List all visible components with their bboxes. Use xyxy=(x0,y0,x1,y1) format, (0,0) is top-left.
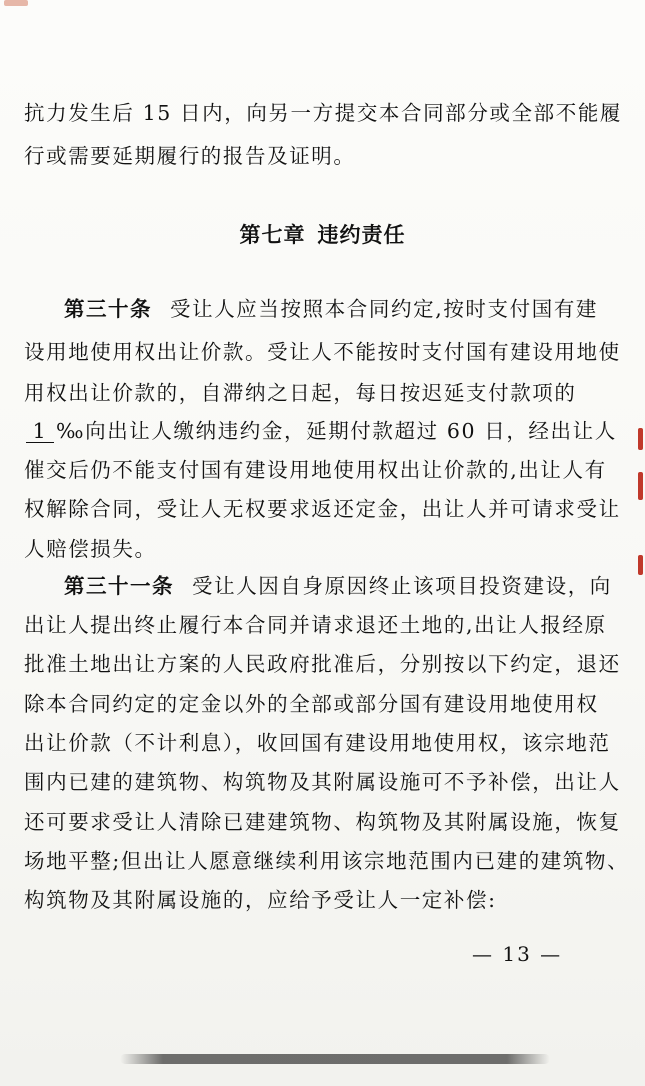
article-31-first-line xyxy=(24,572,612,600)
body-line: 设用地使用权出让价款。受让人不能按时支付国有建设用地使 xyxy=(24,340,621,364)
scan-artifact xyxy=(120,1054,550,1064)
body-line: 围内已建的建筑物、构筑物及其附属设施可不予补偿，出让人 xyxy=(24,770,621,794)
body-line: 用权出让价款的，自滞纳之日起，每日按迟延支付款项的 xyxy=(24,381,577,405)
article-30-number: 第三十条 xyxy=(64,297,152,321)
body-line: 出让价款（不计利息），收回国有建设用地使用权，该宗地范 xyxy=(24,731,611,755)
body-line: 权解除合同，受让人无权要求返还定金，出让人并可请求受让 xyxy=(24,497,621,521)
scan-artifact xyxy=(638,428,643,450)
article-31-number: 第三十一条 xyxy=(64,574,174,598)
body-line: 场地平整;但出让人愿意继续利用该宗地范围内已建的建筑物、 xyxy=(24,849,630,873)
chapter-title: 违约责任 xyxy=(317,223,406,247)
scan-artifact xyxy=(638,472,643,500)
article-30-rate-line xyxy=(24,417,617,445)
body-line: 批准土地出让方案的人民政府批准后，分别按以下约定，退还 xyxy=(24,652,621,676)
penalty-rate-blank: 1 xyxy=(26,420,54,443)
page-number: — 13 — xyxy=(472,942,563,966)
body-line: 催交后仍不能支付国有建设用地使用权出让价款的,出让人有 xyxy=(24,458,607,482)
body-line: 还可要求受让人清除已建建筑物、构筑物及其附属设施，恢复 xyxy=(24,810,621,834)
chapter-heading xyxy=(0,221,645,249)
body-text: 受让人因自身原因终止该项目投资建设，向 xyxy=(192,574,612,598)
body-line: 构筑物及其附属设施的，应给予受让人一定补偿: xyxy=(24,888,497,912)
body-line: 行或需要延期履行的报告及证明。 xyxy=(24,144,356,168)
chapter-number: 第七章 xyxy=(239,223,306,247)
body-line: 出让人提出终止履行本合同并请求退还土地的,出让人报经原 xyxy=(24,613,607,637)
scan-artifact xyxy=(4,0,28,6)
scan-artifact xyxy=(638,555,643,575)
body-line: 人赔偿损失。 xyxy=(24,537,157,561)
body-line: 除本合同约定的定金以外的全部或部分国有建设用地使用权 xyxy=(24,692,599,716)
article-30-first-line xyxy=(24,295,598,323)
body-text: 受让人应当按照本合同约定,按时支付国有建 xyxy=(170,297,599,321)
body-line: 抗力发生后 15 日内，向另一方提交本合同部分或全部不能履 xyxy=(24,101,623,125)
body-text: ‰向出让人缴纳违约金，延期付款超过 60 日，经出让人 xyxy=(56,419,617,443)
